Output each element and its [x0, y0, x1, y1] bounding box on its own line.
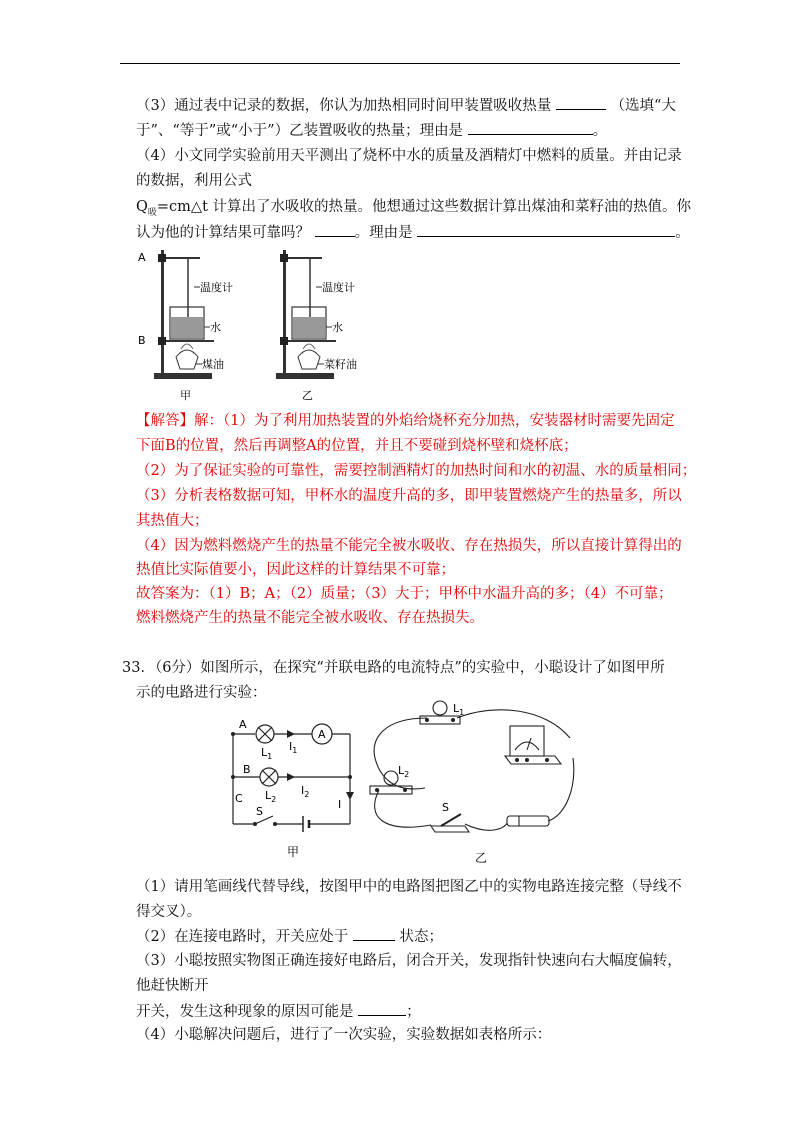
label-water-right: 水 [332, 321, 343, 334]
q33-line-2: 示的电路进行实验： [136, 685, 267, 701]
q32-part3-line1 [136, 95, 676, 116]
caption-yi: 乙 [302, 389, 313, 402]
q32-part4-line1: （4）小文同学实验前用天平测出了烧杯中水的质量及酒精灯中燃料的质量。并由记录 [136, 148, 682, 164]
real-switch-label: S [442, 801, 449, 814]
q33-s1-line2: 得交叉）。 [136, 904, 202, 920]
answer-line-9: 燃料燃烧产生的热量不能完全被水吸收、存在热损失。 [136, 610, 484, 626]
label-thermometer-right: 温度计 [322, 281, 355, 294]
i-label: I [338, 798, 342, 811]
q32-p4-end: 。 [675, 225, 690, 241]
q33-s3-blank[interactable] [358, 1001, 406, 1016]
real-l1-label: $L_1$ [453, 702, 465, 717]
burner-right [298, 350, 320, 369]
caption-jia: 甲 [180, 389, 191, 402]
q33-s2-line [136, 926, 443, 947]
q33-s2-text-a: （2）在连接电路时，开关应处于 [136, 929, 349, 945]
real-l2-label: $L_2$ [398, 764, 410, 779]
ammeter-base [505, 756, 561, 764]
q33-s3-line2: 他赶快断开 [136, 978, 209, 994]
q32-part4-line3 [136, 197, 691, 223]
formula-rest: =cm△t 计算出了水吸收的热量。他想通过这些数据计算出煤油和菜籽油的热值。你 [156, 199, 692, 215]
formula-q-sub: 吸 [147, 207, 157, 218]
q33-s3-text-d: ； [406, 1004, 421, 1020]
l1-bulb [433, 701, 447, 715]
switch-label: S [256, 805, 263, 818]
q33-line-1: 33．（6分）如图所示，在探究“并联电路的电流特点”的实验中，小聪设计了如图甲所 [122, 660, 665, 676]
q33-s2-text-b: 状态； [399, 929, 443, 945]
label-rapeseed-oil: 菜籽油 [324, 358, 357, 371]
q32-p4-blank-2[interactable] [417, 222, 675, 237]
caption-circuit-jia: 甲 [287, 845, 300, 859]
answer-line-7: 热值比实际值要小，因此这样的计算结果不可靠； [136, 562, 455, 578]
ammeter-label: A [318, 728, 326, 741]
battery-device [507, 816, 549, 826]
real-circuit-yi [365, 698, 590, 868]
i1-label: $I_1$ [289, 740, 298, 755]
answer-line-6: （4）因为燃料燃烧产生的热量不能完全被水吸收、存在热损失，所以直接计算得出的 [136, 538, 682, 554]
q33-s1-line1: （1）请用笔画线代替导线，按图甲中的电路图把图乙中的实物电路连接完整（导线不 [136, 879, 682, 895]
switch-base [431, 826, 469, 832]
q32-part4-line2: 的数据，利用公式 [136, 173, 252, 189]
label-b: B [138, 334, 146, 347]
wire-1 [374, 718, 427, 789]
label-a: A [138, 251, 146, 264]
answer-line-2: 下面B的位置，然后再调整A的位置，并且不要碰到烧杯壁和烧杯底； [136, 438, 578, 454]
header-rule [120, 63, 680, 64]
node-b-label: B [243, 763, 251, 776]
answer-line-4: （3）分析表格数据可知，甲杯水的温度升高的多，即甲装置燃烧产生的热量多，所以 [136, 488, 682, 504]
answer-line-5: 其热值大； [136, 513, 209, 529]
q32-p3-end: 。 [592, 123, 608, 139]
q33-s2-blank[interactable] [353, 926, 395, 941]
i2-label: $I_2$ [301, 784, 310, 799]
q32-p4-text-b: 。理由是 [354, 225, 413, 241]
q32-p3-text-c: 于”、“等于”或“小于”）乙装置吸收的热量；理由是 [136, 123, 464, 139]
label-kerosene: 煤油 [202, 358, 224, 371]
q32-p3-text-b: （选填“大 [610, 98, 676, 114]
node-c-label: C [235, 792, 243, 805]
q33-s4-line: （4）小聪解决问题后，进行了一次实验，实验数据如表格所示： [136, 1027, 552, 1043]
formula-q: Q [136, 199, 148, 215]
wire-5 [548, 758, 574, 821]
q32-p3-text-a: （3）通过表中记录的数据，你认为加热相同时间甲装置吸收热量 [136, 98, 552, 114]
burner-left [176, 350, 198, 369]
answer-line-1: 【解答】解：（1）为了利用加热装置的外焰给烧杯充分加热，安装器材时需要先固定 [136, 413, 675, 429]
switch-lever [441, 814, 461, 826]
wire-2 [457, 710, 570, 738]
q32-p3-blank-2[interactable] [468, 120, 593, 135]
circuit-diagram-jia [225, 712, 360, 862]
wire-4 [465, 823, 507, 830]
answer-line-8: 故答案为：（1）B；A；（2）质量；（3）大于；甲杯中水温升高的多；（4）不可靠； [136, 586, 673, 602]
q33-s3-text-c: 开关，发生这种现象的原因可能是 [136, 1004, 354, 1020]
l1-label: $L_1$ [261, 746, 273, 761]
q33-s3-line1: （3）小聪按照实物图正确连接好电路后，闭合开关，发现指针快速向右大幅度偏转， [136, 953, 682, 969]
q32-p4-blank-1[interactable] [315, 222, 355, 237]
answer-line-3: （2）为了保证实验的可靠性，需要控制酒精灯的加热时间和水的初温、水的质量相同； [136, 463, 697, 479]
ammeter-device [510, 726, 544, 756]
l2-label: $L_2$ [265, 789, 277, 804]
wire-3 [375, 790, 431, 827]
q33-s3-line3 [136, 1001, 421, 1022]
caption-circuit-yi: 乙 [475, 851, 488, 865]
q32-p4-text-a: 认为他的计算结果可靠吗？ [136, 225, 310, 241]
q32-p3-blank-1[interactable] [556, 95, 606, 110]
q32-part3-line2 [136, 120, 607, 141]
stand-right [276, 250, 357, 402]
stand-left [138, 250, 233, 402]
label-thermometer-left: 温度计 [200, 281, 233, 294]
q32-part4-line4 [136, 222, 690, 243]
node-a-label: A [239, 718, 247, 731]
label-water-left: 水 [210, 321, 221, 334]
heating-apparatus-figure [136, 245, 396, 403]
